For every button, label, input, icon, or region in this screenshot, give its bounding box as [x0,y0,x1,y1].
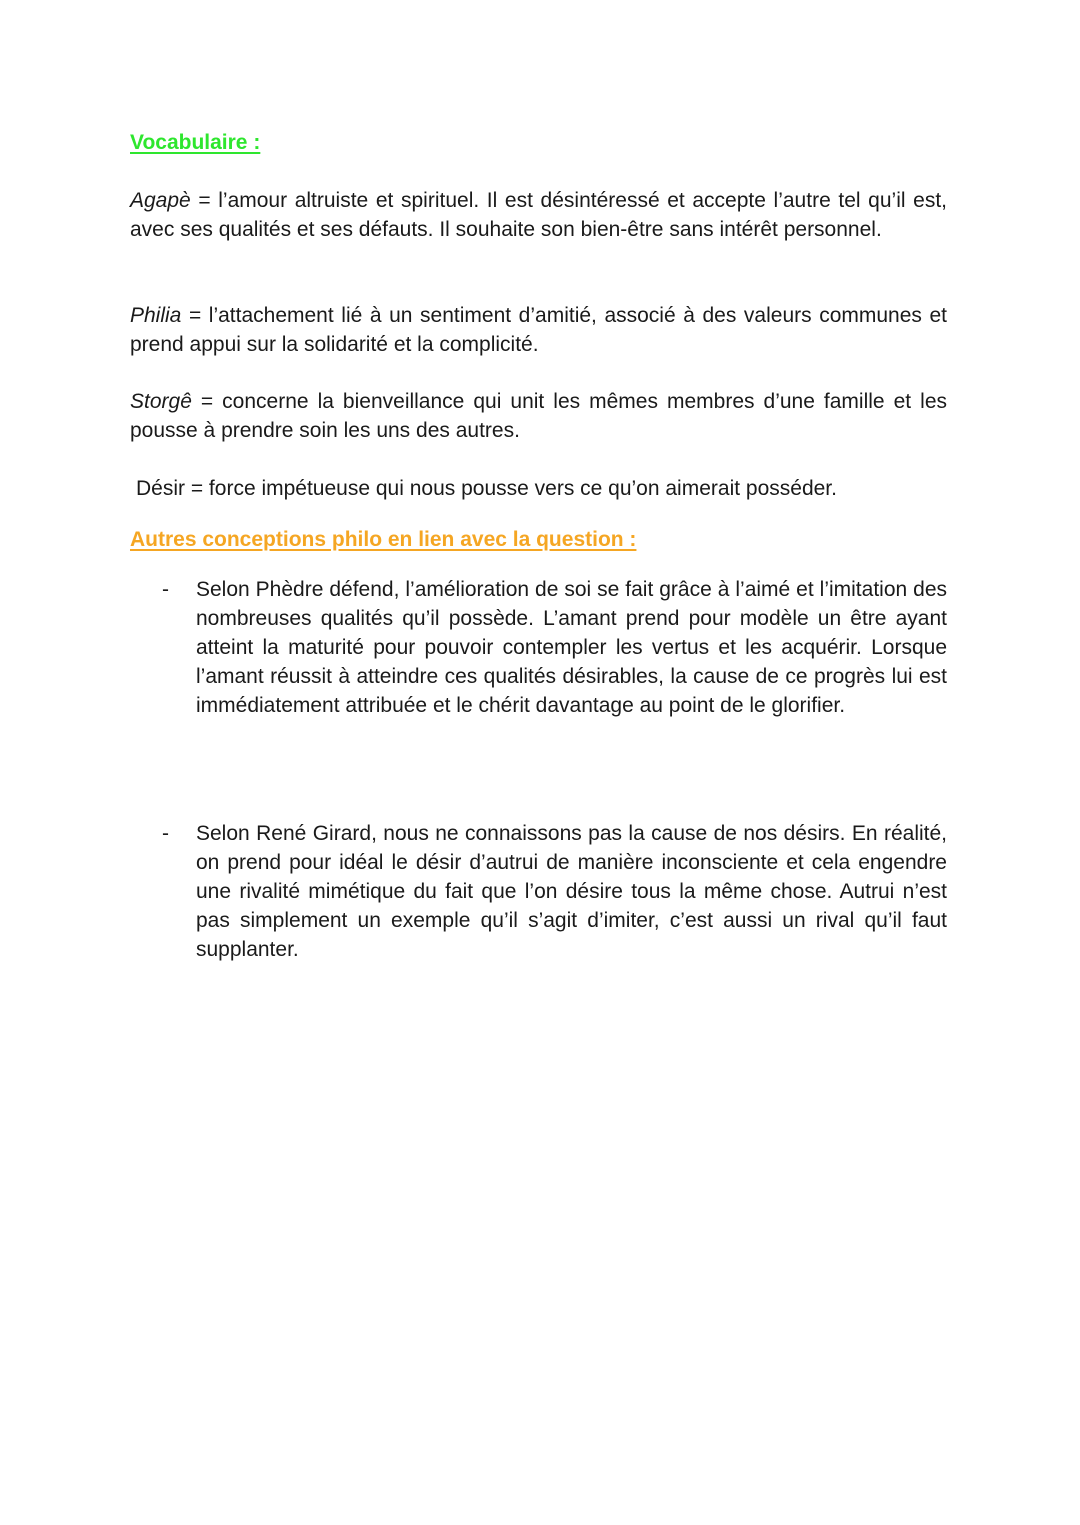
term-storge: Storgê [130,390,192,413]
definition-agape [130,186,947,244]
definition-philia-text: = l’attachement lié à un sentiment d’amitié, associé à des valeurs communes et prend appui sur la solidarité et la complicité. [130,304,947,356]
definition-desir: Désir = force impétueuse qui nous pousse vers ce qu’on aimerait posséder. [136,477,837,500]
vocabulary-heading: Vocabulaire : [130,131,261,154]
definition-storge [130,387,947,445]
term-agape: Agapè [130,189,191,212]
bullet-marker: - [162,578,169,601]
list-item-text: Selon René Girard, nous ne connaissons pas la cause de nos désirs. En réalité, on prend pour idéal le désir d’autrui de manière inconsciente et cela engendre une rivalité mimétique du fait que l’on désire tous la même chose. Autrui n’est pas simplement un exemple qu’il s’agit d’imiter, c’est aussi un rival qu’il faut supplanter. [196,822,947,961]
conceptions-heading: Autres conceptions philo en lien avec la question : [130,528,637,551]
definition-storge-text: = concerne la bienveillance qui unit les mêmes membres d’une famille et les pousse à prendre soin les uns des autres. [130,390,947,442]
term-philia: Philia [130,304,182,327]
definition-philia [130,301,947,359]
definition-agape-text: = l’amour altruiste et spirituel. Il est désintéressé et accepte l’autre tel qu’il est, avec ses qualités et ses défauts. Il souhaite son bien-être sans intérêt personnel. [130,189,947,241]
bullet-marker: - [162,822,169,845]
list-item-text: Selon Phèdre défend, l’amélioration de soi se fait grâce à l’aimé et l’imitation des nombreuses qualités qu’il possède. L’amant prend pour modèle un être ayant atteint la maturité pour pouvoir contempler les vertus et les acquérir. Lorsque l’amant réussit à atteindre ces qualités désirables, la cause de ce progrès lui est immédiatement attribuée et le chérit davantage au point de le glorifier. [196,578,947,717]
